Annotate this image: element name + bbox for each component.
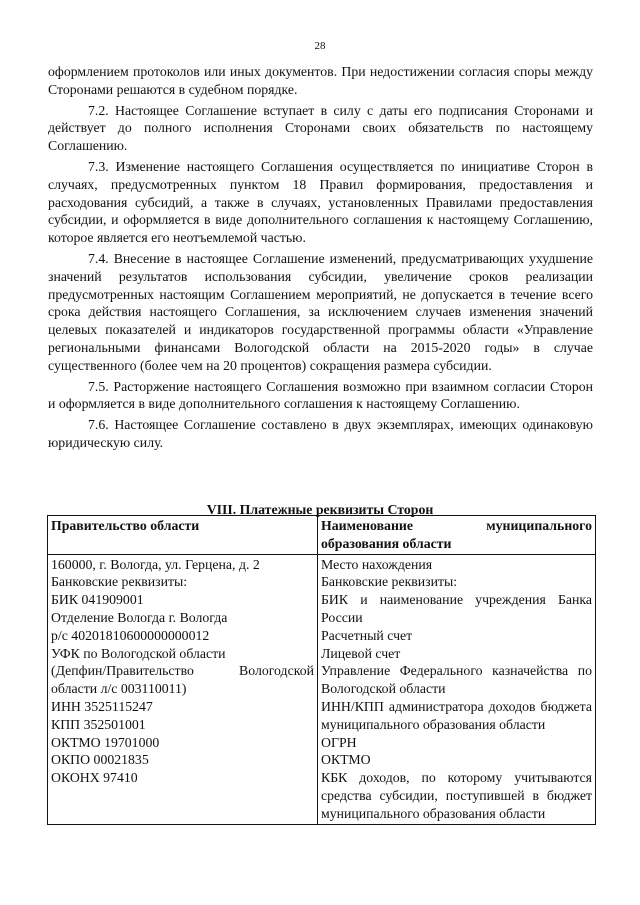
paragraph-continuation: оформлением протоколов или иных документов. При недостижении согласия споры между Сторонами решаются в судебном порядке. bbox=[48, 64, 593, 97]
government-line: КПП 352501001 bbox=[51, 716, 146, 732]
paragraph-7-5: 7.5. Расторжение настоящего Соглашения возможно при взаимном согласии Сторон и оформляется в виде дополнительного соглашения к настоящему Соглашению. bbox=[48, 378, 593, 412]
municipality-line: Банковские реквизиты: bbox=[321, 574, 458, 590]
paragraph-7-4: 7.4. Внесение в настоящее Соглашение изменений, предусматривающих ухудшение значений результатов использования субсидии, увеличение сроков реализации предусмотренных настоящим Соглашением мероприятий, не допускается в течение всего срока действия настоящего Соглашения, за исключением случаев изменения значений целевых показателей и индикаторов государственной программы области «Управление региональными финансами Вологодской области на 2015-2020 годы» в случае существенного (более чем на 20 процентов) сокращения размера субсидии. bbox=[48, 250, 593, 373]
municipality-line: КБК доходов, по которому учитываются средства субсидии, поступившей в бюджет муниципального образования области bbox=[321, 770, 592, 821]
government-line: Банковские реквизиты: bbox=[51, 574, 188, 590]
paragraph-7-2: 7.2. Настоящее Соглашение вступает в силу с даты его подписания Сторонами и действует до полного исполнения Сторонами своих обязательств по настоящему Соглашению. bbox=[48, 102, 593, 154]
municipality-line: Место нахождения bbox=[321, 556, 433, 572]
page-number: 28 bbox=[314, 40, 326, 52]
government-line: ИНН 3525115247 bbox=[51, 698, 153, 714]
government-line: р/с 40201810600000000012 bbox=[51, 627, 210, 643]
agreement-text bbox=[48, 63, 593, 455]
government-line: Отделение Вологда г. Вологда bbox=[51, 609, 228, 625]
government-line: ОКПО 00021835 bbox=[51, 752, 149, 768]
municipality-line: Расчетный счет bbox=[321, 627, 413, 643]
section-title: VIII. Платежные реквизиты Сторон bbox=[206, 502, 434, 517]
government-line: 160000, г. Вологда, ул. Герцена, д. 2 bbox=[51, 556, 260, 572]
paragraph-7-3: 7.3. Изменение настоящего Соглашения осуществляется по инициативе Сторон в случаях, предусмотренных пунктом 18 Правил формирования, предоставления и расходования субсидий, а также в случаях, установленных Правилами предоставления субсидии, и оформляется в виде дополнительного соглашения к настоящему Соглашению, которое является его неотъемлемой частью. bbox=[48, 158, 593, 246]
header-government: Правительство области bbox=[48, 516, 318, 555]
municipality-line: ОКТМО bbox=[321, 752, 371, 768]
header-municipality: Наименование муниципального образования области bbox=[318, 516, 596, 555]
municipality-details bbox=[318, 554, 596, 824]
government-line: БИК 041909001 bbox=[51, 592, 144, 608]
government-line: (Депфин/Правительство Вологодской области л/с 003110011) bbox=[51, 663, 314, 697]
table-row bbox=[48, 554, 596, 824]
table-header-row bbox=[48, 516, 596, 555]
government-details bbox=[48, 554, 318, 824]
paragraph-7-6: 7.6. Настоящее Соглашение составлено в двух экземплярах, имеющих одинаковую юридическую силу. bbox=[48, 417, 593, 450]
government-line: ОКТМО 19701000 bbox=[51, 734, 160, 750]
municipality-line: Лицевой счет bbox=[321, 645, 401, 661]
municipality-line: ОГРН bbox=[321, 734, 357, 750]
municipality-line: БИК и наименование учреждения Банка России bbox=[321, 592, 592, 625]
municipality-line: Управление Федерального казначейства по Вологодской области bbox=[321, 663, 592, 697]
government-line: ОКОНХ 97410 bbox=[51, 770, 138, 786]
government-line: УФК по Вологодской области bbox=[51, 645, 226, 661]
payment-details-table bbox=[47, 515, 596, 825]
municipality-line: ИНН/КПП администратора доходов бюджета муниципального образования области bbox=[321, 698, 592, 732]
